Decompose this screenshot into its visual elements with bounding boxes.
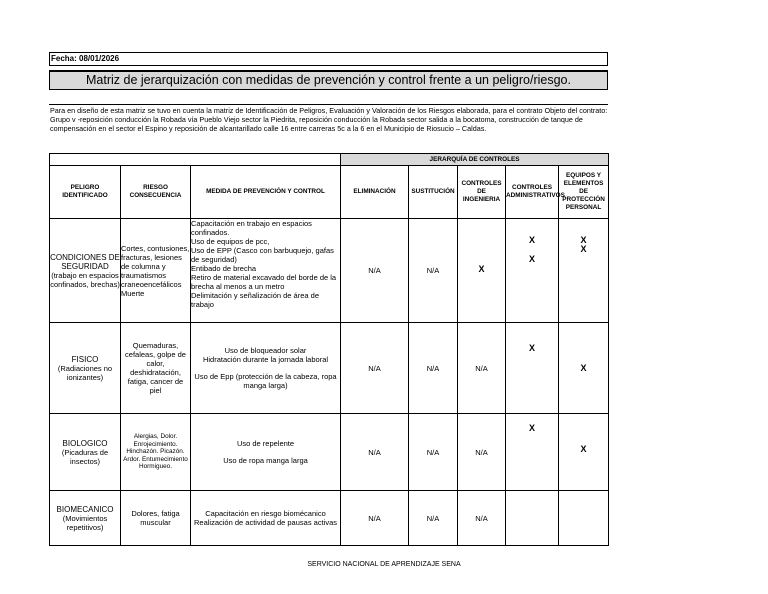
table-column-header-row [50,166,609,219]
blank-header-cell [50,154,341,166]
col-header-sustitucion: SUSTITUCIÓN [409,166,458,219]
cell-sustitucion: N/A [409,323,458,414]
mark-x: X [529,235,536,245]
document-sheet [49,52,608,532]
peligro-detail: (Radiaciones no ionizantes) [57,363,113,382]
group-header-jerarquia: JERARQUÍA DE CONTROLES [341,154,609,166]
cell-eliminacion: N/A [341,219,409,323]
peligro-name: BIOLOGICO [62,438,108,448]
peligro-detail: (Movimientos repetitivos) [62,513,108,532]
cell-administrativos [506,491,559,546]
cell-eliminacion: N/A [341,323,409,414]
date-field: Fecha: 08/01/2026 [49,52,608,66]
medida-line: Uso de ropa manga larga [223,456,308,465]
mark-x: X [580,363,587,373]
table-row [50,491,609,546]
cell-sustitucion: N/A [409,414,458,491]
cell-epp [559,414,609,491]
cell-ingenieria: N/A [458,491,506,546]
cell-epp [559,323,609,414]
cell-ingenieria [458,219,506,323]
cell-epp [559,219,609,323]
medida-line: Realización de actividad de pausas activas [194,518,338,527]
mark-x: X [580,444,587,454]
table-row [50,323,609,414]
cell-eliminacion: N/A [341,414,409,491]
cell-eliminacion: N/A [341,491,409,546]
col-header-peligro: PELIGRO IDENTIFICADO [50,166,121,219]
cell-sustitucion: N/A [409,219,458,323]
mark-x: X [478,264,485,274]
medida-line: Uso de repelente [236,439,295,448]
col-header-administrativos: CONTROLES ADMINISTRATIVOS [506,166,559,219]
cell-administrativos [506,414,559,491]
col-header-ingenieria: CONTROLES DE INGENIERIA [458,166,506,219]
page-title: Matriz de jerarquización con medidas de prevención y control frente a un peligro/riesgo. [49,70,608,90]
cell-riesgo: Dolores, fatiga muscular [121,491,191,546]
cell-riesgo: Alergias, Dolor. Enrojecimiento. Hinchazón. Picazón. Ardor. Entumecimiento Hormigueo. [121,414,191,491]
cell-peligro [50,414,121,491]
medida-line [191,448,340,456]
table-row [50,414,609,491]
cell-peligro [50,219,121,323]
medida-line: Capacitación en riesgo biomécanico [205,509,326,518]
col-header-eliminacion: ELIMINACIÓN [341,166,409,219]
cell-epp [559,491,609,546]
medida-line [191,364,340,372]
mark-x: X [580,244,587,254]
table-group-header-row [50,154,609,166]
medida-line: Entibado de brecha [191,264,257,273]
peligro-name: CONDICIONES DE SEGURIDAD [50,252,120,271]
medida-line: Delimitación y señalización de área de trabajo [191,291,319,309]
peligro-detail: (Picaduras de insectos) [61,447,109,466]
cell-riesgo: Quemaduras, cefaleas, golpe de calor, deshidratación, fatiga, cancer de piel [121,323,191,414]
cell-ingenieria: N/A [458,323,506,414]
mark-x: X [580,235,587,245]
cell-peligro [50,491,121,546]
cell-medida [191,414,341,491]
col-header-medida: MEDIDA DE PREVENCIÓN Y CONTROL [191,166,341,219]
cell-riesgo: Cortes, contusiones, fracturas, lesiones de columna y traumatismos craneoencefálicos Muerte [121,219,191,323]
cell-ingenieria: N/A [458,414,506,491]
peligro-detail: (trabajo en espacios confinados, brechas) [50,270,120,289]
cell-medida [191,219,341,323]
medida-line: Uso de equipos de pcc, [191,237,270,246]
mark-x: X [529,423,536,433]
medida-line: Uso de EPP (Casco con barbuquejo, gafas de seguridad) [191,246,334,264]
cell-administrativos [506,323,559,414]
intro-paragraph: Para en diseño de esta matriz se tuvo en cuenta la matriz de Identificación de Peligros, Evaluación y Valoración de los Riesgos elaborada, para el contrato Objeto del contrato: Grupo v -reposición conducción la Robada vía Pueblo Viejo sector la Piedrita, reposición conducción la Robada sector salida a la bocatoma, construcción de tanque de compensación en el sector el Espino y reposición de alcantarillado calle 16 entre carreras 5c a la 6 en el Municipio de Riosucio – Caldas. [49,104,608,144]
control-matrix-table [49,153,609,546]
mark-x: X [529,343,536,353]
cell-medida [191,323,341,414]
col-header-riesgo: RIESGO CONSECUENCIA [121,166,191,219]
medida-line: Retiro de material excavado del borde de la brecha al menos a un metro [191,273,337,291]
medida-line: Uso de bloqueador solar [224,346,307,355]
medida-line: Hidratación durante la jornada laboral [202,355,329,364]
medida-line: Uso de Epp (protección de la cabeza, ropa manga larga) [194,372,337,390]
cell-sustitucion: N/A [409,491,458,546]
mark-x: X [529,254,536,264]
peligro-name: FISICO [71,354,99,364]
footer-text: SERVICIO NACIONAL DE APRENDIZAJE SENA [307,561,461,568]
cell-administrativos [506,219,559,323]
col-header-epp: EQUIPOS Y ELEMENTOS DE PROTECCIÓN PERSONAL [559,166,609,219]
cell-peligro [50,323,121,414]
peligro-name: BIOMECANICO [56,504,114,514]
medida-line: Capacitación en trabajo en espacios confinados. [191,219,312,237]
table-row [50,219,609,323]
cell-medida [191,491,341,546]
